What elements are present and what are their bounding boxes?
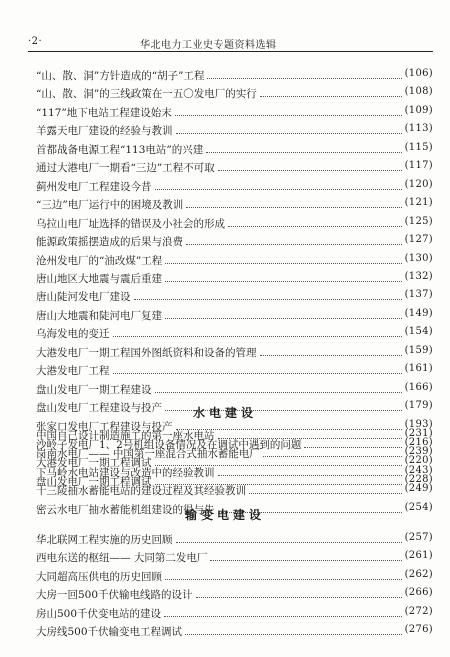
toc-entry[interactable]	[36, 103, 433, 121]
entry-page-number: (254)	[404, 502, 433, 513]
entry-title: 大港发电厂工程	[36, 365, 110, 377]
entry-title: 大同超高压供电的历史回顾	[36, 571, 162, 583]
entry-page-number: (228)	[404, 474, 433, 485]
entry-title: 大房一回500千伏输电线路的设计	[36, 589, 193, 601]
entry-title: 蓟州发电厂工程建设今昔	[36, 181, 152, 193]
entry-page-number: (216)	[404, 437, 433, 448]
entry-page-number: (127)	[404, 234, 433, 245]
entry-page-number: (149)	[404, 308, 433, 319]
entry-page-number: (159)	[404, 345, 433, 356]
entry-page-number: (272)	[404, 606, 433, 617]
dot-leader	[175, 115, 402, 116]
toc-entry[interactable]	[36, 380, 433, 398]
dot-leader	[206, 152, 402, 153]
entry-page-number: (220)	[404, 455, 433, 466]
dot-leader	[113, 373, 403, 374]
toc-entry[interactable]	[36, 195, 433, 213]
toc-entry[interactable]	[36, 251, 433, 269]
toc-entry[interactable]	[36, 177, 433, 195]
entry-page-number: (231)	[404, 428, 433, 439]
toc-entry[interactable]	[36, 121, 433, 139]
dot-leader	[165, 579, 402, 580]
entry-title: 西电东送的枢纽—— 大同第二发电厂	[36, 552, 208, 564]
entry-page-number: (137)	[404, 289, 433, 300]
toc-entry[interactable]	[36, 481, 433, 499]
toc-entry[interactable]	[36, 214, 433, 232]
dot-leader	[228, 226, 402, 227]
toc-entry[interactable]	[36, 463, 433, 481]
entry-title: 盘山发电厂一期工程建设	[36, 384, 152, 396]
toc-entry[interactable]	[36, 287, 433, 305]
entry-page-number: (106)	[404, 68, 433, 79]
dot-leader	[186, 207, 402, 208]
entry-page-number: (249)	[404, 483, 433, 494]
entry-title: 大港发电厂一期工程国外图纸资料和设备的管理	[36, 347, 257, 359]
entry-title: 沧州发电厂的“油改煤”工程	[36, 255, 163, 267]
entry-page-number: (109)	[404, 105, 433, 116]
entry-page-number: (161)	[404, 363, 433, 374]
dot-leader	[164, 616, 402, 617]
entry-title: “山、散、洞”方针造成的“胡子”工程	[36, 70, 205, 82]
entry-page-number: (115)	[404, 142, 433, 153]
entry-page-number: (130)	[404, 253, 433, 264]
dot-leader	[263, 456, 402, 457]
toc-entry[interactable]	[36, 548, 433, 566]
entry-title: “山、散、洞”的三线政策在一五〇发电厂的实行	[36, 88, 257, 100]
entry-title: 盘山发电厂工程建设与投产	[36, 402, 162, 414]
toc-entry[interactable]	[36, 84, 433, 102]
entry-title: 房山500千伏变电站的建设	[36, 608, 162, 620]
entry-title: 首都战备电源工程“113电站”的兴建	[36, 144, 204, 156]
entry-title: 沙岭子发电厂1、2号机组设备情况及在调试中遇到的问题	[36, 439, 302, 451]
entry-title: 盘山发电厂一期工程调试	[36, 476, 152, 488]
entry-page-number: (239)	[404, 446, 433, 457]
entry-title: 乌海发电的变迁	[36, 328, 110, 340]
dot-leader	[260, 355, 403, 356]
toc-entry[interactable]	[36, 306, 433, 324]
dot-leader	[155, 189, 403, 190]
toc-entry[interactable]	[36, 604, 433, 622]
dot-leader	[196, 597, 402, 598]
entry-title: 下马岭水电站建设与改造中的经验教训	[36, 467, 215, 479]
entry-page-number: (266)	[404, 587, 433, 598]
toc-entry[interactable]	[36, 140, 433, 158]
entry-page-number: (243)	[404, 465, 433, 476]
dot-leader	[218, 475, 403, 476]
toc-entry[interactable]	[36, 426, 433, 444]
dot-leader	[165, 281, 402, 282]
toc-entry[interactable]	[36, 500, 433, 518]
entry-title: 岗南水电厂—— 中国第一座混合式抽水蓄能电厂	[36, 448, 260, 460]
entry-title: 乌拉山电厂址选择的错误及小社会的形成	[36, 218, 225, 230]
toc-entry[interactable]	[36, 361, 433, 379]
dot-leader	[260, 96, 402, 97]
entry-title: 唐山大地震和陡河电厂复建	[36, 310, 162, 322]
entry-page-number: (125)	[404, 216, 433, 227]
toc-entry[interactable]	[36, 66, 433, 84]
dot-leader	[218, 170, 402, 171]
header-rule	[28, 51, 433, 52]
toc-entry[interactable]	[36, 622, 433, 640]
dot-leader	[176, 542, 403, 543]
section-heading: 输变电建设	[184, 508, 265, 522]
dot-leader	[165, 410, 402, 411]
toc-entry[interactable]	[36, 269, 433, 287]
entry-title: “三边”电厂运行中的困境及教训	[36, 199, 184, 211]
toc-entry[interactable]	[36, 232, 433, 250]
toc-entry[interactable]	[36, 343, 433, 361]
entry-page-number: (117)	[404, 160, 433, 171]
entry-title: 唐山陡河发电厂建设	[36, 291, 131, 303]
dot-leader	[134, 299, 403, 300]
toc-entry[interactable]	[36, 324, 433, 342]
dot-leader	[186, 244, 402, 245]
entry-title: 唐山地区大地震与震后重建	[36, 273, 162, 285]
entry-title: 羊露天电厂建设的经验与教训	[36, 125, 173, 137]
entry-page-number: (120)	[404, 179, 433, 190]
entry-page-number: (276)	[404, 624, 433, 635]
toc-entry[interactable]	[36, 444, 433, 462]
entry-title: 张家口发电厂工程建设与投产	[36, 421, 173, 433]
entry-page-number: (108)	[404, 86, 433, 97]
entry-page-number: (262)	[404, 569, 433, 580]
dot-leader	[207, 78, 402, 79]
entry-title: 通过大港电厂一期看“三边”工程不可取	[36, 162, 215, 174]
entry-title: 密云水电厂抽水蓄能机组建设的得与失	[36, 504, 215, 516]
dot-leader	[176, 133, 403, 134]
dot-leader	[185, 634, 402, 635]
entry-page-number: (166)	[404, 382, 433, 393]
page-header	[0, 0, 450, 52]
section-heading: 水电建设	[192, 406, 257, 420]
dot-leader	[165, 263, 402, 264]
entry-page-number: (261)	[404, 550, 433, 561]
dot-leader	[165, 318, 402, 319]
entry-title: 十三陵抽水蓄能电站的建设过程及其经验教训	[36, 485, 246, 497]
entry-page-number: (113)	[404, 123, 433, 134]
entry-page-number: (154)	[404, 326, 433, 337]
toc-entry[interactable]	[36, 398, 433, 416]
toc-entry[interactable]	[36, 567, 433, 585]
entry-page-number: (257)	[404, 532, 433, 543]
running-title: 华北电力工业史专题资料选辑	[140, 40, 277, 51]
page-number: ·2·	[28, 36, 43, 47]
dot-leader	[210, 560, 402, 561]
entry-title: 华北联网工程实施的历史回顾	[36, 534, 173, 546]
toc-entry[interactable]	[36, 158, 433, 176]
entry-page-number: (121)	[404, 197, 433, 208]
dot-leader	[249, 493, 402, 494]
entry-page-number: (179)	[404, 400, 433, 411]
entry-title: “117”地下电站工程建设始末	[36, 107, 172, 119]
entry-title: 能源政策摇摆造成的后果与浪费	[36, 236, 183, 248]
dot-leader	[113, 336, 403, 337]
entry-title: 中国自己设计制造施工的第一座水电站	[36, 430, 215, 442]
dot-leader	[155, 392, 403, 393]
entry-page-number: (132)	[404, 271, 433, 282]
dot-leader	[218, 438, 403, 439]
entry-title: 大港发电厂一期工程调试	[36, 457, 152, 469]
toc-entry[interactable]	[36, 530, 433, 548]
entry-page-number: (193)	[404, 419, 433, 430]
dot-leader	[218, 512, 403, 513]
entry-title: 大房线500千伏输变电工程调试	[36, 626, 183, 638]
toc-entry[interactable]	[36, 585, 433, 603]
